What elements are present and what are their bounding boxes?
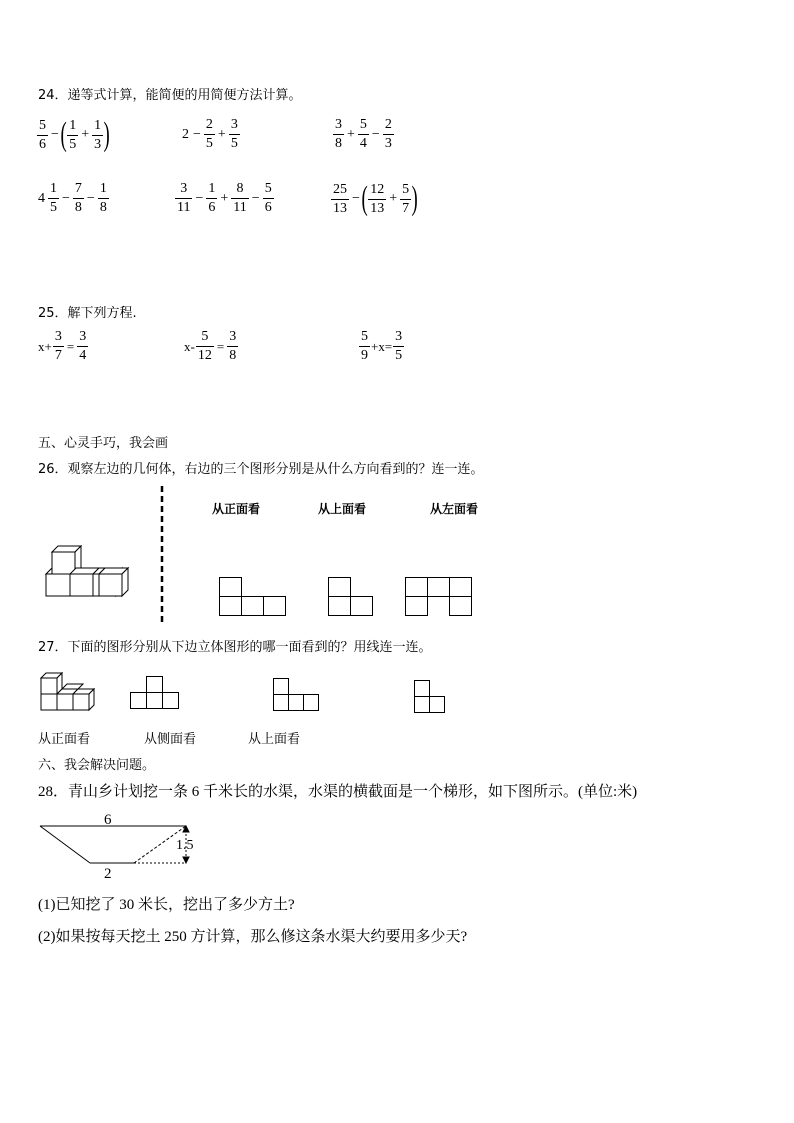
q24-expr-2: 2 − $\frac{2}{5}$ + $\frac{3}{5}$ [182, 117, 238, 151]
q25-eq-2: x- $\frac{5}{12}$ = $\frac{3}{8}$ [184, 329, 237, 363]
fraction: $\frac{25}{13}$ [333, 181, 347, 216]
q28-part-2: (2)如果按每天挖土 250 方计算，那么修这条水渠大约要用多少天? [38, 929, 468, 945]
q28-title: 28．青山乡计划挖一条 6 千米长的水渠，水渠的横截面是一个梯形，如下图所示。(单位:米) [38, 784, 638, 800]
q25-eq-3: $\frac{5}{9}$ +x= $\frac{3}{5}$ [361, 329, 403, 363]
q26-divider-line [160, 486, 164, 626]
q24-expr-6: $\frac{25}{13}$ − ( $\frac{12}{13}$ + $\frac{5}{7}$ ) [333, 180, 418, 217]
fraction: $\frac{1}{6}$ [208, 181, 216, 215]
q26-label-top: 从上面看 [318, 502, 367, 516]
q28-bottom-base-label: 2 [104, 866, 112, 882]
fraction: $\frac{3}{5}$ [230, 117, 238, 151]
fraction: $\frac{3}{5}$ [395, 329, 403, 363]
fraction: $\frac{5}{4}$ [359, 117, 367, 151]
section-6-heading: 六、我会解决问题。 [38, 758, 156, 773]
fraction: $\frac{1}{5}$ [69, 117, 77, 152]
q27-label-top: 从上面看 [248, 732, 301, 747]
fraction: $\frac{5}{9}$ [361, 329, 368, 363]
q26-view-shape-3 [405, 577, 475, 617]
q24-expr-4: 4 $\frac{1}{5}$ − $\frac{7}{8}$ − $\frac{1}{8}$ [38, 181, 107, 215]
fraction: $\frac{12}{13}$ [370, 181, 385, 216]
fraction: $\frac{1}{5}$ [50, 181, 57, 215]
fraction: $\frac{5}{6}$ [39, 117, 46, 152]
section-5-heading: 五、心灵手巧，我会画 [38, 436, 169, 451]
q26-label-front: 从正面看 [212, 502, 261, 516]
q27-label-side: 从侧面看 [144, 732, 197, 747]
q24-expr-5: $\frac{3}{11}$ − $\frac{1}{6}$ + $\frac{8}{11}$ − $\frac{5}{6}$ [177, 181, 272, 215]
fraction: $\frac{1}{8}$ [99, 181, 107, 215]
q27-view-shape-3 [414, 680, 450, 716]
fraction: $\frac{5}{6}$ [264, 181, 272, 215]
q27-title: 27．下面的图形分别从下边立体图形的哪一面看到的？用线连一连。 [38, 640, 432, 655]
q25-eq-1: x+ $\frac{3}{7}$ = $\frac{3}{4}$ [38, 329, 87, 363]
q28-height-label: 1.5 [176, 838, 194, 853]
fraction: $\frac{3}{8}$ [335, 117, 342, 151]
fraction: $\frac{2}{3}$ [384, 117, 392, 151]
fraction: $\frac{3}{7}$ [54, 329, 62, 363]
q26-view-shape-1 [219, 577, 289, 617]
q28-trapezoid-diagram [38, 808, 208, 880]
fraction: $\frac{2}{5}$ [205, 117, 213, 151]
q27-view-shape-2 [273, 678, 321, 714]
q26-view-shape-2 [328, 577, 378, 617]
q24-expr-1: $\frac{5}{6}$ − ( $\frac{1}{5}$ + $\frac{1}{3}$ ) [39, 116, 110, 153]
fraction: $\frac{7}{8}$ [74, 181, 82, 215]
q28-top-base-label: 6 [104, 812, 112, 828]
q26-solid-figure [40, 540, 140, 600]
fraction: $\frac{5}{12}$ [197, 329, 212, 363]
q28-part-1: (1)已知挖了 30 米长，挖出了多少方土? [38, 897, 295, 913]
q26-title: 26．观察左边的几何体，右边的三个图形分别是从什么方向看到的？连一连。 [38, 462, 484, 477]
q24-title: 24．递等式计算，能简便的用简便方法计算。 [38, 88, 302, 103]
q27-label-front: 从正面看 [38, 732, 91, 747]
fraction: $\frac{5}{7}$ [402, 181, 410, 216]
fraction: $\frac{3}{8}$ [229, 329, 237, 363]
fraction: $\frac{3}{11}$ [177, 181, 191, 215]
fraction: $\frac{8}{11}$ [233, 181, 247, 215]
q27-solid-figure [38, 670, 104, 714]
fraction: $\frac{3}{4}$ [79, 329, 87, 363]
fraction: $\frac{1}{3}$ [94, 117, 102, 152]
q24-expr-3: $\frac{3}{8}$ + $\frac{5}{4}$ − $\frac{2}{3}$ [335, 117, 392, 151]
q27-view-shape-1 [130, 676, 182, 712]
q25-title: 25．解下列方程. [38, 306, 137, 321]
q26-label-left: 从左面看 [430, 502, 479, 516]
